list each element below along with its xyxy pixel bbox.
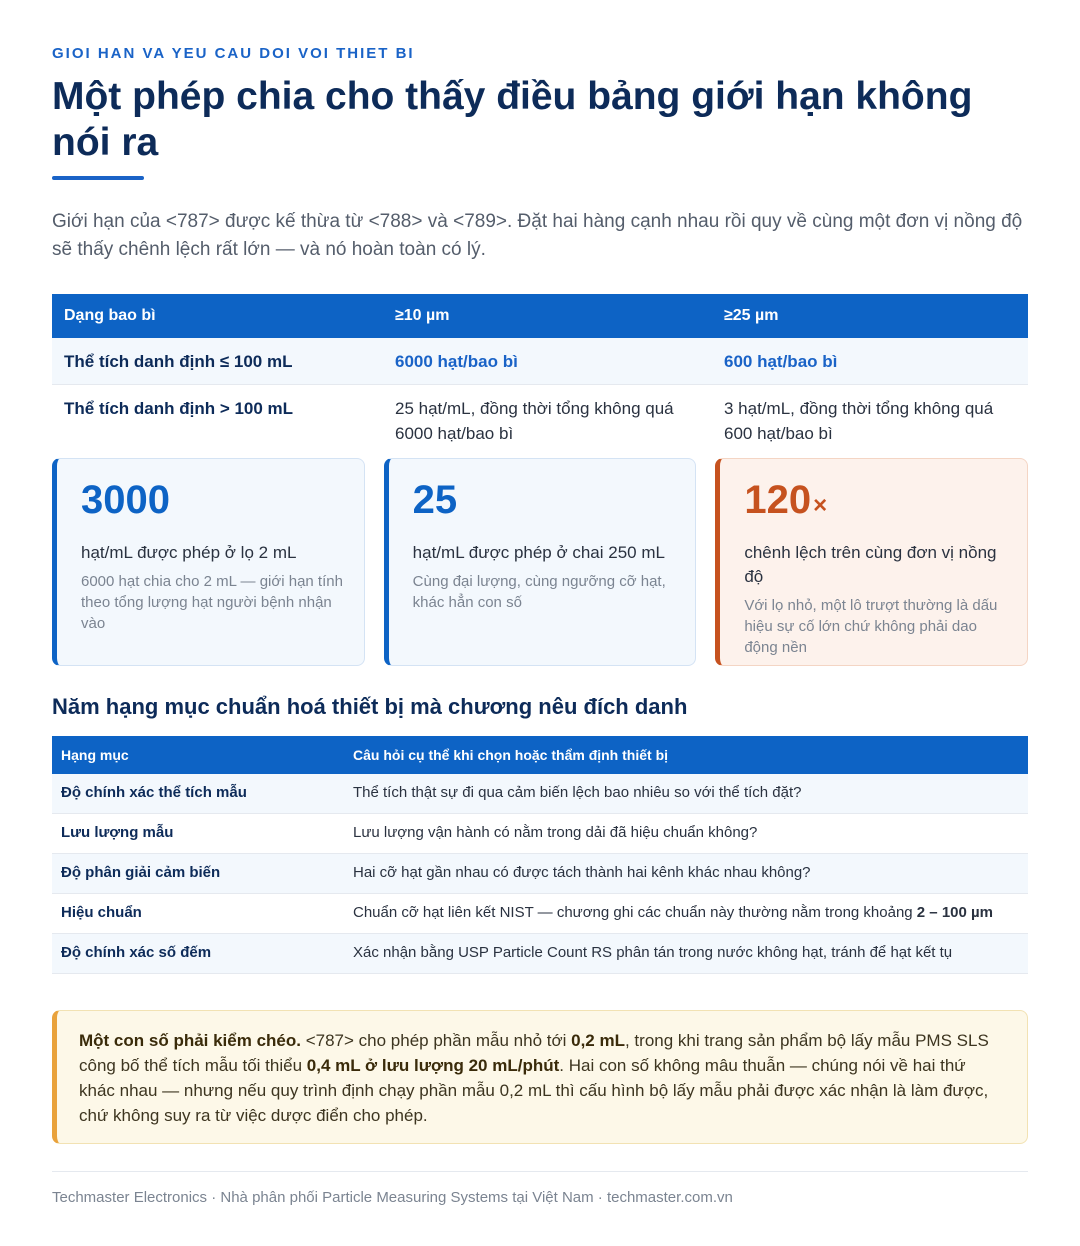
section-title: Năm hạng mục chuẩn hoá thiết bị mà chương nêu đích danh — [52, 694, 688, 719]
cross-check-note: Một con số phải kiểm chéo. <787> cho phép phần mẫu nhỏ tới 0,2 mL, trong khi trang sản phẩm bộ lấy mẫu PMS SLS công bố thể tích mẫu tối thiểu 0,4 mL ở lưu lượng 20 mL/phút. Hai con số không mâu thuẫn — chúng nói về hai thứ khác nhau — nhưng nếu quy trình định chạy phần mẫu 0,2 mL thì cấu hình bộ lấy mẫu phải được xác nhận là làm được, chứ không suy ra từ việc dược điển cho phép. — [52, 1010, 1028, 1144]
limit-value: 25 hạt/mL, đồng thời tổng không quá 6000 hạt/bao bì — [395, 399, 674, 443]
stat-label: chênh lệch trên cùng đơn vị nồng độ — [744, 543, 997, 586]
limit-value: 6000 hạt/bao bì — [383, 338, 712, 385]
footer: Techmaster Electronics · Nhà phân phối Particle Measuring Systems tại Việt Nam · techmaster.com.vn — [52, 1189, 733, 1206]
stat-cards — [52, 458, 1028, 666]
eyebrow: GIOI HAN VA YEU CAU DOI VOI THIET BI — [52, 45, 415, 62]
header-10um: ≥10 µm — [383, 294, 712, 338]
table-row — [52, 338, 1028, 385]
header-packaging: Dạng bao bì — [52, 294, 383, 338]
row-label: Thể tích danh định ≤ 100 mL — [52, 338, 383, 385]
category-name: Độ chính xác số đếm — [52, 934, 344, 974]
footer-divider — [52, 1171, 1028, 1172]
category-name: Độ chính xác thể tích mẫu — [52, 774, 344, 814]
stat-card — [52, 458, 365, 666]
table-row — [52, 814, 1028, 854]
category-question: Chuẩn cỡ hạt liên kết NIST — chương ghi các chuẩn này thường nằm trong khoảng 2 – 100 µm — [344, 894, 1028, 934]
limit-value: 3 hạt/mL, đồng thời tổng không quá 600 hạt/bao bì — [724, 399, 994, 443]
stat-label: hạt/mL được phép ở chai 250 mL — [412, 543, 665, 562]
stat-card-highlight — [715, 458, 1028, 666]
category-name: Lưu lượng mẫu — [52, 814, 344, 854]
stat-value: 120× — [744, 478, 828, 522]
stat-description: Cùng đại lượng, cùng ngưỡng cỡ hạt, khác hẳn con số — [412, 573, 666, 611]
row-label: Thể tích danh định > 100 mL — [64, 399, 294, 418]
table-row — [52, 385, 1028, 457]
title-underline — [52, 176, 144, 180]
table-row — [52, 894, 1028, 934]
category-question: Hai cỡ hạt gần nhau có được tách thành hai kênh khác nhau không? — [344, 854, 1028, 894]
category-question: Xác nhận bằng USP Particle Count RS phân tán trong nước không hạt, tránh để hạt kết tụ — [344, 934, 1028, 974]
header-category: Hạng mục — [52, 736, 344, 774]
limits-table — [52, 294, 1028, 457]
limit-value: 600 hạt/bao bì — [712, 338, 1028, 385]
category-question: Lưu lượng vận hành có nằm trong dải đã hiệu chuẩn không? — [344, 814, 1028, 854]
lead-paragraph: Giới hạn của <787> được kế thừa từ <788> và <789>. Đặt hai hàng cạnh nhau rồi quy về cùng một đơn vị nồng độ sẽ thấy chênh lệch rất lớn — và nó hoàn toàn có lý. — [52, 211, 1023, 260]
table-header-row — [52, 294, 1028, 338]
table-header-row — [52, 736, 1028, 774]
category-question: Thể tích thật sự đi qua cảm biến lệch bao nhiêu so với thể tích đặt? — [344, 774, 1028, 814]
header-question: Câu hỏi cụ thể khi chọn hoặc thẩm định thiết bị — [344, 736, 1028, 774]
header-25um: ≥25 µm — [712, 294, 1028, 338]
stat-value: 3000 — [81, 478, 170, 522]
page-title: Một phép chia cho thấy điều bảng giới hạn không nói ra — [52, 75, 973, 164]
table-row — [52, 774, 1028, 814]
category-name: Độ phân giải cảm biến — [52, 854, 344, 894]
stat-card — [384, 458, 697, 666]
size-range: 2 – 100 µm — [916, 904, 993, 921]
note-lead: Một con số phải kiểm chéo. — [79, 1031, 301, 1050]
table-row — [52, 854, 1028, 894]
category-table — [52, 736, 1028, 974]
stat-value: 25 — [412, 478, 458, 522]
stat-description: 6000 hạt chia cho 2 mL — giới hạn tính theo tổng lượng hạt người bệnh nhận vào — [81, 573, 343, 632]
stat-description: Với lọ nhỏ, một lô trượt thường là dấu hiệu sự cố lớn chứ không phải dao động nền — [744, 597, 998, 656]
table-row — [52, 934, 1028, 974]
category-name: Hiệu chuẩn — [52, 894, 344, 934]
stat-label: hạt/mL được phép ở lọ 2 mL — [81, 543, 297, 562]
